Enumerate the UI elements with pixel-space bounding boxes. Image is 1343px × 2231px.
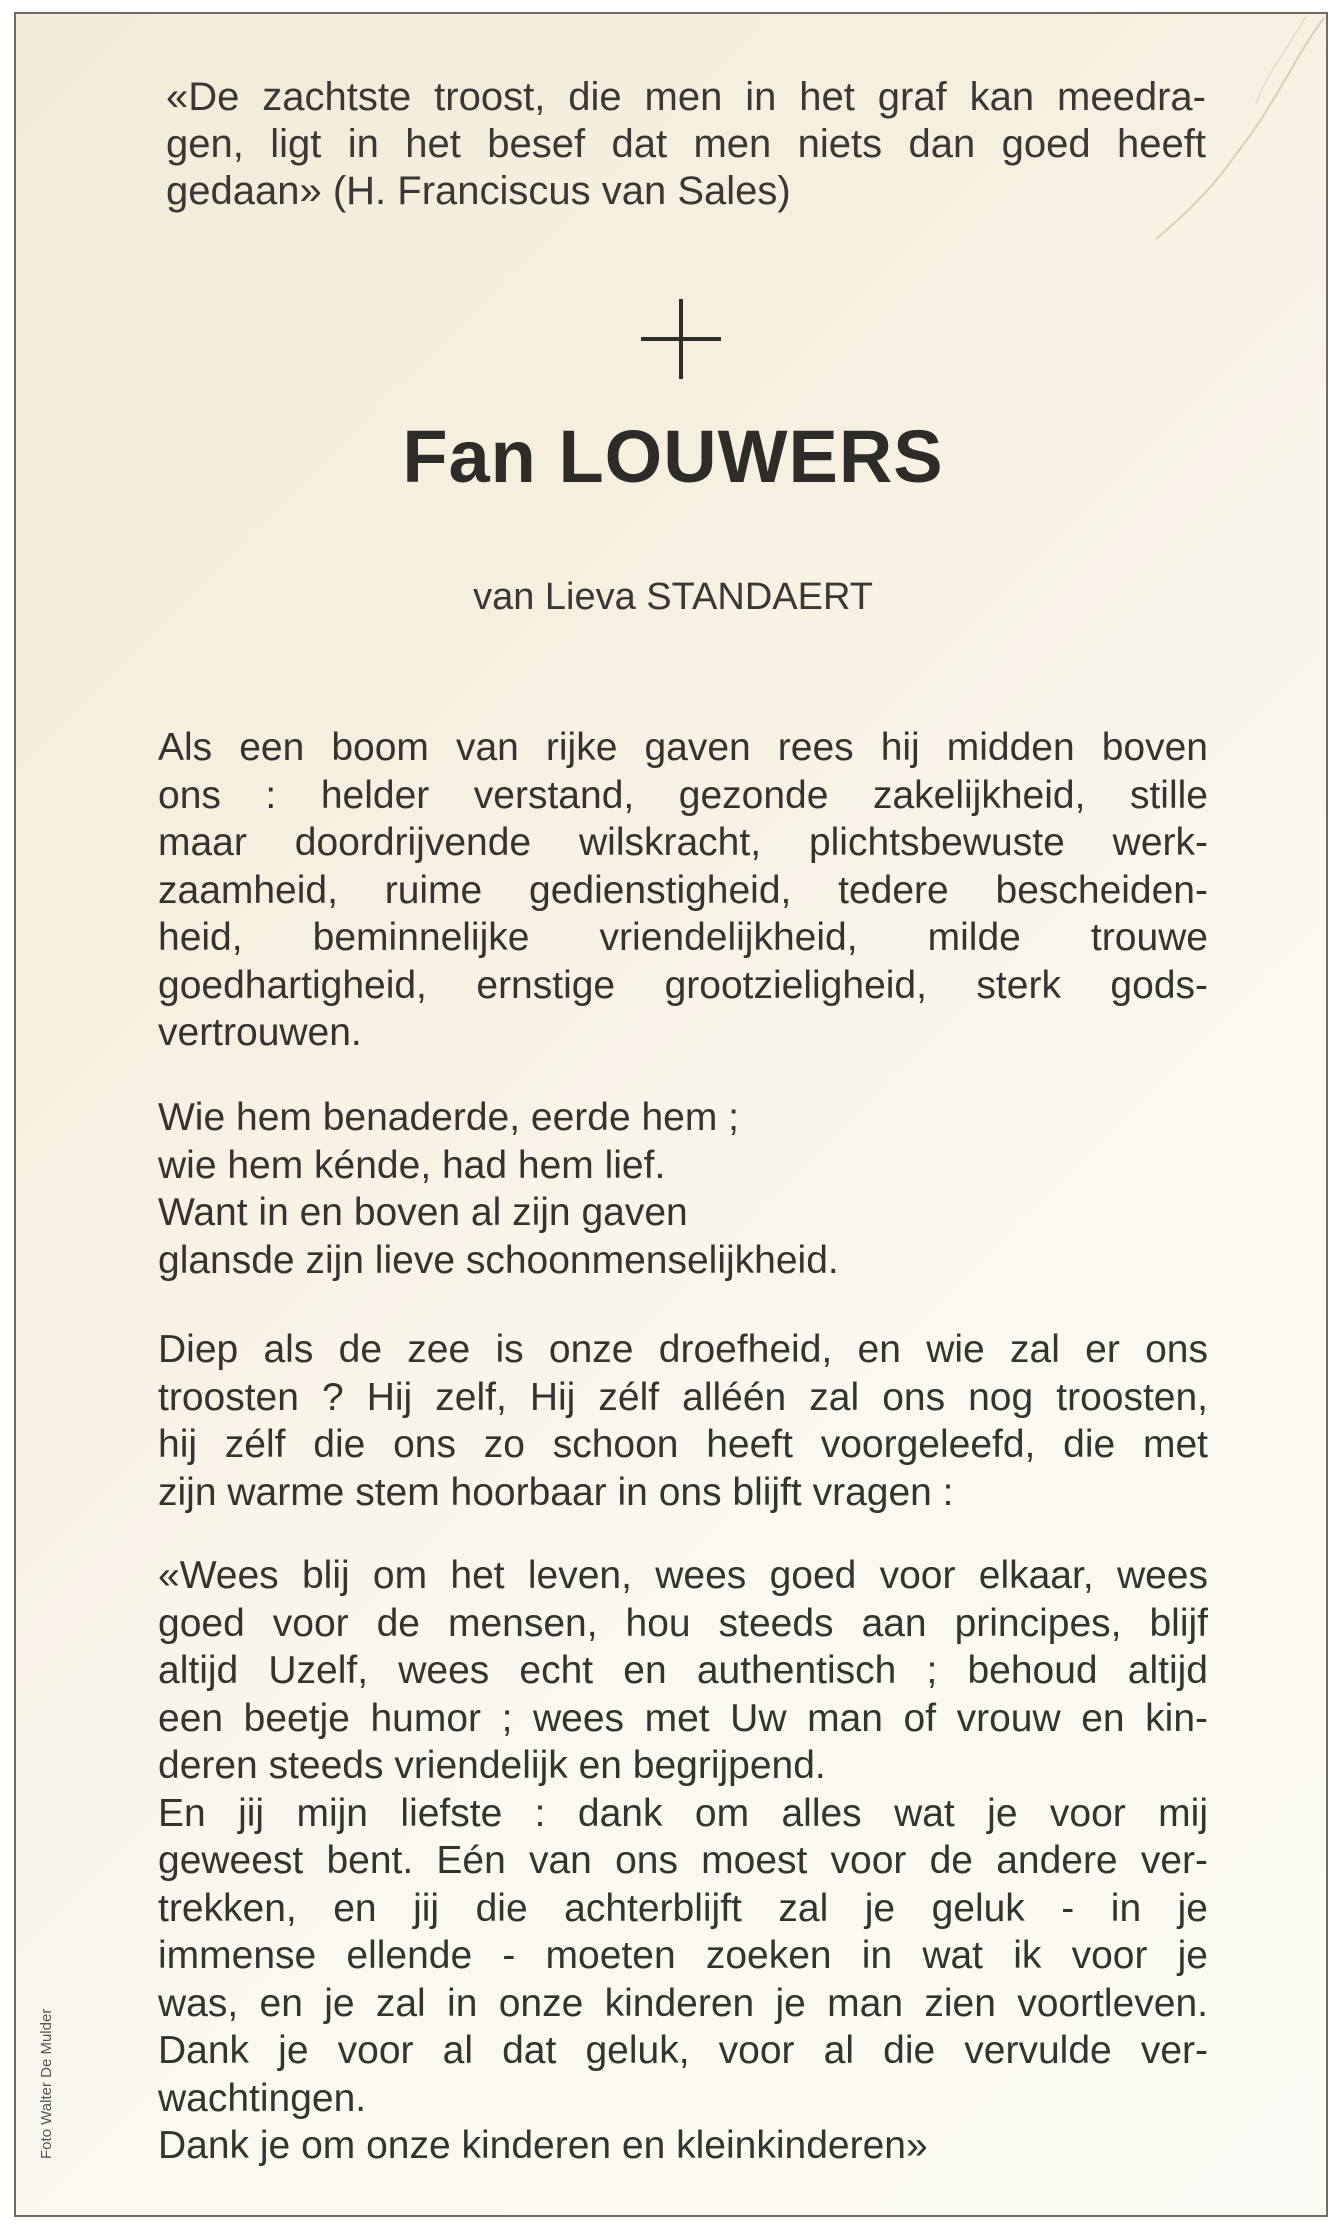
deceased-name: Fan LOUWERS <box>402 415 944 498</box>
spouse-line: van Lieva STANDAERT <box>473 576 873 618</box>
quote-line: gen, ligt in het besef dat men niets dan goed heeft <box>166 122 1206 166</box>
memorial-card <box>14 12 1328 2217</box>
text-line: troosten ? Hij zelf, Hij zélf alléén zal ons nog troosten, <box>158 1375 1208 1419</box>
text-line: zijn warme stem hoorbaar in ons blijft vragen : <box>158 1470 954 1514</box>
text-line: hij zélf die ons zo schoon heeft voorgeleefd, die met <box>158 1423 1208 1466</box>
text-line: «Wees blij om het leven, wees goed voor elkaar, wees <box>158 1554 1208 1597</box>
paragraph-farewell <box>158 1552 1208 2170</box>
text-line: goedhartigheid, ernstige grootzieligheid, sterk gods- <box>158 963 1208 1007</box>
photo-credit: Foto Walter De Mulder <box>38 2008 55 2159</box>
paragraph-poem <box>158 1094 1208 1284</box>
cross-icon <box>641 299 721 379</box>
text-line: En jij mijn liefste : dank om alles wat je voor mij <box>158 1791 1208 1835</box>
text-line: Dank je om onze kinderen en kleinkinderen» <box>158 2124 928 2167</box>
text-line: Diep als de zee is onze droefheid, en wie zal er ons <box>158 1328 1208 1371</box>
text-line: glansde zijn lieve schoonmenselijkheid. <box>158 1238 839 1282</box>
text-line: goed voor de mensen, hou steeds aan principes, blijf <box>158 1601 1208 1645</box>
text-line: trekken, en jij die achterblijft zal je geluk - in je <box>158 1886 1208 1930</box>
text-line: wie hem kénde, had hem lief. <box>158 1143 666 1187</box>
text-line: Dank je voor al dat geluk, voor al die vervulde ver- <box>158 2029 1208 2072</box>
opening-quote <box>166 74 1206 215</box>
text-line: was, en je zal in onze kinderen je man zien voortleven. <box>158 1981 1208 2025</box>
text-line: heid, beminnelijke vriendelijkheid, milde trouwe <box>158 916 1208 959</box>
text-line: Want in en boven al zijn gaven <box>158 1191 688 1234</box>
text-line: maar doordrijvende wilskracht, plichtsbewuste werk- <box>158 821 1208 864</box>
text-line: altijd Uzelf, wees echt en authentisch ; behoud altijd <box>158 1649 1208 1692</box>
text-line: vertrouwen. <box>158 1011 362 1054</box>
paragraph-grief <box>158 1326 1208 1516</box>
text-line: Als een boom van rijke gaven rees hij midden boven <box>158 726 1208 769</box>
quote-line: gedaan» (H. Franciscus van Sales) <box>166 169 791 213</box>
text-line: wachtingen. <box>158 2076 367 2120</box>
paragraph-virtues <box>158 724 1208 1057</box>
text-line: deren steeds vriendelijk en begrijpend. <box>158 1744 826 1787</box>
text-line: zaamheid, ruime gedienstigheid, tedere bescheiden- <box>158 868 1208 912</box>
text-line: Wie hem benaderde, eerde hem ; <box>158 1096 740 1139</box>
text-line: een beetje humor ; wees met Uw man of vrouw en kin- <box>158 1696 1208 1740</box>
text-line: geweest bent. Eén van ons moest voor de andere ver- <box>158 1839 1208 1882</box>
quote-line: «De zachtste troost, die men in het graf kan meedra- <box>166 75 1206 119</box>
text-line: immense ellende - moeten zoeken in wat ik voor je <box>158 1934 1208 1977</box>
text-line: ons : helder verstand, gezonde zakelijkheid, stille <box>158 773 1208 817</box>
